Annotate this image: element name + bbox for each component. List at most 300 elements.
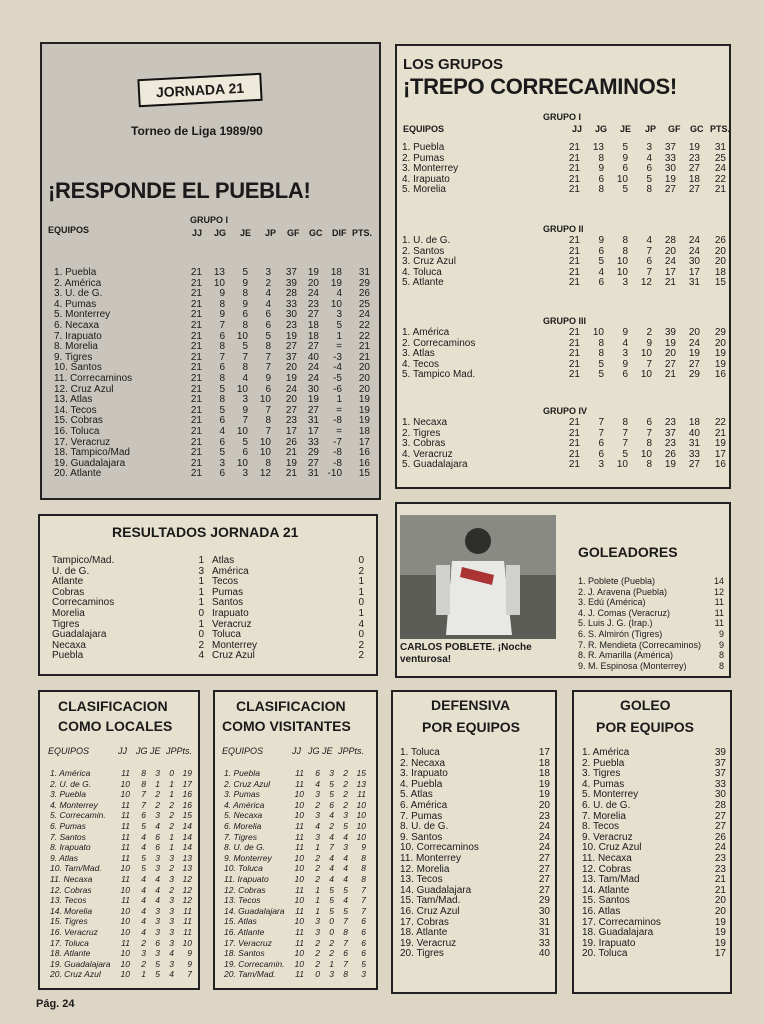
jj: 11	[121, 852, 130, 863]
jp: 4	[343, 895, 348, 906]
goals: 19	[538, 789, 550, 801]
table-row	[224, 800, 374, 811]
jg: 4	[598, 266, 604, 278]
jg: 1	[315, 884, 320, 895]
gf: 30	[664, 163, 676, 175]
gc: 17	[307, 425, 319, 437]
jp: 0	[169, 768, 174, 778]
pts: 22	[714, 173, 726, 185]
jj: 21	[190, 404, 202, 416]
jj: 10	[120, 958, 130, 969]
jg: 6	[219, 362, 225, 374]
je: 5	[329, 905, 334, 916]
column-header: JJ	[292, 746, 301, 756]
pts: 15	[714, 277, 726, 289]
team-name: 19. Irapuato	[582, 937, 636, 949]
table-row	[402, 460, 728, 471]
home-score: 3	[198, 565, 204, 577]
jj: 11	[121, 873, 130, 884]
table-row	[582, 949, 726, 960]
pts: 17	[714, 448, 726, 460]
jj: 11	[295, 969, 304, 980]
je: 6	[622, 369, 628, 381]
jp: 6	[646, 163, 652, 175]
gf: 37	[664, 142, 676, 153]
jj: 21	[190, 267, 202, 278]
team-name: 1. América	[402, 327, 450, 338]
photo-caption: CARLOS POBLETE. ¡Noche venturosa!	[400, 642, 532, 665]
jg: 2	[315, 852, 320, 863]
jg: 3	[219, 457, 225, 469]
pts: 10	[356, 799, 366, 810]
jj: 11	[121, 895, 130, 906]
jp: 1	[169, 842, 174, 853]
gf: 27	[664, 184, 676, 196]
jg: 0	[315, 969, 320, 980]
team-name: 3. Tigres	[582, 768, 621, 780]
gf: 21	[285, 447, 297, 459]
jp: 4	[646, 152, 652, 164]
gc: 29	[307, 447, 319, 459]
jp: 3	[169, 958, 174, 969]
jp: 2	[169, 799, 174, 810]
jp: 1	[169, 789, 174, 800]
jp: 7	[646, 427, 652, 439]
table-row	[224, 832, 374, 843]
gf: 37	[285, 267, 297, 278]
jp: 6	[646, 256, 652, 268]
table-row	[50, 800, 200, 811]
gc: 31	[688, 438, 700, 450]
table-row	[54, 342, 374, 353]
team-name: 12. Morelia	[400, 863, 450, 875]
table-row	[402, 418, 728, 429]
team-name: 17. Toluca	[50, 937, 89, 948]
jp: 10	[259, 436, 271, 448]
jj: 21	[568, 369, 580, 381]
gf: 27	[664, 358, 676, 370]
pts: 31	[358, 267, 370, 278]
group-table	[402, 418, 728, 471]
column-header: GC	[690, 124, 704, 134]
pts: 24	[358, 309, 370, 321]
jp: 12	[259, 468, 271, 480]
jg: 5	[598, 256, 604, 268]
jg: 8	[219, 372, 225, 384]
team-name: 9. Tigres	[54, 351, 93, 363]
jg: 6	[141, 810, 146, 821]
team-name: 15. Tigres	[50, 916, 88, 927]
table-row	[50, 916, 200, 927]
jj: 21	[190, 372, 202, 384]
pts: 16	[714, 369, 726, 381]
goals: 8	[718, 660, 724, 671]
team-name: 4. Tecos	[402, 358, 440, 370]
team-name: 1. Toluca	[400, 747, 440, 758]
group-label: GRUPO III	[543, 316, 587, 326]
column-header: JE	[240, 228, 252, 238]
jp: 10	[640, 348, 652, 360]
pts: 13	[356, 778, 366, 789]
gc: 27	[307, 404, 319, 416]
jg: 1	[315, 895, 320, 906]
column-header: JE	[620, 124, 632, 134]
team-name: 13. Tecos	[224, 895, 261, 906]
je: 5	[242, 267, 248, 278]
table-row	[52, 651, 372, 662]
table-row	[400, 801, 550, 812]
goals: 9	[718, 628, 724, 639]
player-photo-image	[400, 515, 556, 639]
pts: 19	[714, 438, 726, 450]
jp: 3	[169, 852, 174, 863]
home-team: Tigres	[52, 618, 80, 630]
gc: 24	[307, 288, 319, 300]
table-row	[224, 842, 374, 853]
jg: 3	[315, 916, 320, 927]
jj: 21	[190, 383, 202, 395]
goals: 31	[538, 927, 550, 939]
jp: 2	[169, 820, 174, 831]
table-row	[54, 469, 374, 480]
jg: 3	[315, 789, 320, 800]
jj: 10	[294, 852, 304, 863]
jg: 6	[219, 436, 225, 448]
gf: 19	[664, 173, 676, 185]
jj: 21	[568, 337, 580, 349]
team-name: 18. Atlante	[50, 948, 91, 959]
gf: 27	[285, 404, 297, 416]
goals: 26	[714, 831, 726, 843]
table-row	[224, 885, 374, 896]
goals: 18	[538, 757, 550, 769]
jj: 10	[294, 810, 304, 821]
home-score: 1	[198, 618, 204, 630]
table-row	[54, 353, 374, 364]
away-team: Santos	[212, 597, 244, 609]
jg: 8	[598, 337, 604, 349]
team-name: 17. Veracruz	[224, 937, 272, 948]
gc: 31	[307, 468, 319, 480]
jp: 4	[343, 863, 348, 874]
je: 6	[242, 447, 248, 459]
gf: 21	[285, 468, 297, 480]
je: 8	[242, 362, 248, 374]
away-score: 2	[358, 639, 364, 651]
je: 4	[329, 810, 334, 821]
table-row	[50, 959, 200, 970]
jp: 2	[646, 327, 652, 338]
column-header: JPPts.	[338, 746, 365, 756]
jj: 10	[120, 884, 130, 895]
jp: 1	[169, 778, 174, 789]
je: 10	[236, 457, 248, 469]
table-row	[50, 810, 200, 821]
gc: 20	[307, 277, 319, 289]
team-name: 3. U. de G.	[54, 288, 103, 300]
jj: 21	[568, 256, 580, 268]
jg: 3	[315, 926, 320, 937]
jj: 10	[294, 916, 304, 927]
jj: 11	[121, 842, 130, 853]
goleo-title-1: GOLEO	[620, 697, 671, 713]
team-name: 10. Cruz Azul	[582, 842, 642, 854]
dif: -4	[333, 362, 342, 374]
jg: 4	[141, 842, 146, 853]
scorer-name: 1. Poblete (Puebla)	[578, 576, 656, 586]
je: 3	[155, 810, 160, 821]
pts: 8	[361, 852, 366, 863]
pts: 24	[714, 163, 726, 175]
pts: 21	[714, 184, 726, 196]
goals: 24	[714, 842, 726, 854]
team-name: 15. Tam/Mad.	[400, 895, 461, 907]
pts: 14	[182, 820, 192, 831]
table-row	[54, 427, 374, 438]
table-row	[50, 895, 200, 906]
scorer-name: 5. Luis J. G. (Irap.)	[578, 618, 653, 629]
jp: 1	[169, 831, 174, 842]
gf: 33	[664, 152, 676, 164]
goals: 37	[714, 757, 726, 769]
jp: 5	[343, 820, 348, 831]
jg: 2	[315, 958, 320, 969]
jg: 9	[219, 309, 225, 321]
gf: 17	[664, 266, 676, 278]
jg: 8	[598, 152, 604, 164]
jg: 9	[598, 235, 604, 246]
table-row	[224, 863, 374, 874]
table-row	[224, 959, 374, 970]
je: 3	[622, 277, 628, 289]
jj: 11	[295, 768, 304, 778]
column-header: PTS.	[710, 124, 731, 134]
table-row	[54, 395, 374, 406]
jg: 4	[141, 895, 146, 906]
jp: 4	[265, 288, 271, 300]
team-name: 16. Veracruz	[50, 926, 98, 937]
dif: =	[336, 404, 342, 416]
jj: 10	[294, 789, 304, 800]
table-row	[50, 885, 200, 896]
jg: 2	[315, 863, 320, 874]
gf: 21	[664, 369, 676, 381]
pts: 19	[358, 394, 370, 406]
jj: 21	[568, 438, 580, 450]
gf: 19	[664, 459, 676, 471]
jp: 7	[646, 266, 652, 278]
gc: 24	[688, 235, 700, 246]
team-name: 12. Cobras	[50, 884, 92, 895]
scorer-name: 7. R. Mendieta (Correcaminos)	[578, 639, 702, 650]
table-row	[402, 175, 728, 186]
team-name: 5. Necaxa	[224, 810, 263, 821]
je: 6	[155, 831, 160, 842]
je: 3	[155, 926, 160, 937]
jp: 2	[343, 778, 348, 789]
table-row	[224, 969, 374, 980]
group-table	[402, 236, 728, 289]
team-name: 2. U. de G.	[50, 778, 92, 789]
dif: 19	[330, 277, 342, 289]
jj: 21	[568, 152, 580, 164]
away-team: Tecos	[212, 576, 239, 588]
visitantes-col-equipos: EQUIPOS	[222, 746, 264, 756]
table-row	[402, 328, 728, 339]
team-name: 12. Cruz Azul	[54, 383, 114, 395]
team-name: 17. Cobras	[400, 916, 449, 928]
away-score: 0	[358, 629, 364, 641]
pts: 21	[358, 341, 370, 353]
team-name: 4. Veracruz	[402, 448, 453, 460]
team-name: 10. Correcaminos	[400, 842, 479, 854]
je: 3	[622, 348, 628, 360]
pts: 19	[358, 404, 370, 416]
home-team: Necaxa	[52, 639, 86, 651]
goals: 9	[718, 639, 724, 650]
gc: 27	[688, 358, 700, 370]
goals: 24	[538, 821, 550, 833]
column-header: JG	[595, 124, 608, 134]
table-row	[400, 907, 550, 918]
dif: 1	[336, 394, 342, 406]
table-row	[50, 927, 200, 938]
je: 5	[329, 895, 334, 906]
team-name: 5. Atlas	[400, 789, 433, 801]
gc: 19	[307, 267, 319, 278]
jg: 5	[598, 369, 604, 381]
goals: 11	[714, 618, 724, 629]
jg: 9	[598, 163, 604, 175]
jj: 21	[190, 457, 202, 469]
home-team: Guadalajara	[52, 629, 107, 641]
team-name: 6. América	[400, 799, 448, 811]
jp: 2	[169, 884, 174, 895]
resultados-table	[52, 556, 372, 662]
away-team: América	[212, 565, 249, 577]
table-row	[224, 853, 374, 864]
column-header: GF	[668, 124, 681, 134]
goals: 20	[538, 799, 550, 811]
team-name: 16. Atlante	[224, 926, 265, 937]
jp: 5	[265, 330, 271, 342]
jg: 7	[141, 799, 146, 810]
je: 4	[329, 831, 334, 842]
table-row	[402, 278, 728, 289]
je: 9	[622, 327, 628, 338]
je: 8	[622, 235, 628, 246]
jg: 5	[219, 447, 225, 459]
je: 3	[329, 969, 334, 980]
gf: 20	[285, 394, 297, 406]
je: 10	[616, 266, 628, 278]
table-row	[578, 618, 724, 629]
gf: 24	[285, 383, 297, 395]
jj: 21	[568, 327, 580, 338]
gf: 17	[285, 425, 297, 437]
table-row	[50, 906, 200, 917]
jp: 7	[265, 404, 271, 416]
goals: 40	[538, 948, 550, 960]
away-team: Pumas	[212, 586, 244, 598]
gf: 28	[285, 288, 297, 300]
team-name: 4. Monterrey	[50, 799, 98, 810]
team-name: 7. Morelia	[582, 810, 626, 822]
jg: 2	[315, 937, 320, 948]
goleo-title-2: POR EQUIPOS	[596, 719, 695, 735]
away-score: 1	[358, 576, 364, 588]
je: 5	[242, 341, 248, 353]
column-header: JG	[308, 746, 320, 756]
pts: 21	[358, 351, 370, 363]
jg: 1	[141, 969, 146, 980]
goals: 19	[538, 778, 550, 790]
dif: =	[336, 341, 342, 353]
team-name: 13. Tecos	[400, 874, 443, 886]
je: 9	[242, 277, 248, 289]
jj: 21	[568, 173, 580, 185]
gf: 28	[664, 235, 676, 246]
je: 6	[155, 842, 160, 853]
jg: 10	[592, 327, 604, 338]
home-team: U. de G.	[52, 565, 90, 577]
table-row	[50, 768, 200, 779]
team-name: 8. U. de G.	[400, 821, 449, 833]
pts: 14	[182, 842, 192, 853]
pts: 9	[361, 842, 366, 853]
table-row	[578, 587, 724, 598]
team-name: 6. Necaxa	[54, 319, 100, 331]
table-row	[54, 332, 374, 343]
pts: 21	[714, 427, 726, 439]
team-name: 4. Pumas	[54, 298, 97, 310]
table-row	[50, 779, 200, 790]
table-row	[50, 938, 200, 949]
pts: 5	[361, 958, 366, 969]
jj: 21	[190, 425, 202, 437]
team-name: 19. Guadalajara	[50, 958, 111, 969]
jg: 5	[141, 863, 146, 874]
gf: 21	[664, 277, 676, 289]
pts: 13	[182, 852, 192, 863]
table-row	[54, 321, 374, 332]
table-row	[582, 748, 726, 759]
jornada-headline: ¡RESPONDE EL PUEBLA!	[48, 178, 311, 203]
jj: 10	[120, 926, 130, 937]
gc: 18	[307, 330, 319, 342]
team-name: 3. Cobras	[402, 438, 446, 450]
jg: 3	[315, 810, 320, 821]
dif: -8	[333, 447, 342, 459]
jj: 11	[295, 842, 304, 853]
je: 2	[155, 789, 160, 800]
jg: 10	[213, 277, 225, 289]
locales-table	[50, 768, 200, 980]
pts: 11	[183, 905, 192, 916]
pts: 19	[182, 768, 192, 778]
team-name: 19. Guadalajara	[54, 457, 126, 469]
team-name: 2. Santos	[402, 245, 445, 257]
jp: 8	[646, 459, 652, 471]
pts: 10	[182, 937, 192, 948]
jg: 5	[141, 852, 146, 863]
goals: 21	[714, 874, 726, 886]
jj: 21	[190, 298, 202, 310]
je: 5	[622, 142, 628, 153]
je: 3	[155, 863, 160, 874]
table-row	[50, 789, 200, 800]
jg: 6	[598, 245, 604, 257]
